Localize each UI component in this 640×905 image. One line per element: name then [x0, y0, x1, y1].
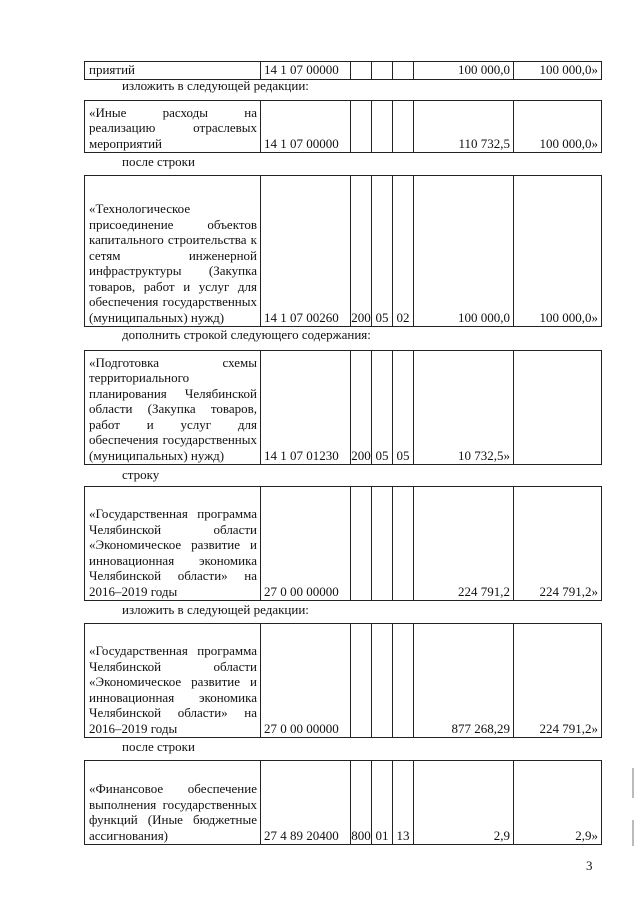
budget-table: [84, 61, 602, 80]
section-cell: 05: [372, 176, 393, 327]
amount-cell: 224 791,2»: [514, 487, 602, 601]
code-cell: 27 4 89 20400: [261, 761, 351, 845]
amount-cell: 100 000,0: [414, 176, 514, 327]
subsection-cell: 05: [393, 351, 414, 465]
row-name-cell: «Подготовка схемы территориального планирования Челябинской области (Закупка товаров, работ и услуг для обеспечения государственных (муниципальных) нужд): [85, 351, 261, 465]
scan-artifact: [632, 768, 634, 798]
budget-table: [84, 100, 602, 153]
amount-cell: [514, 351, 602, 465]
section-cell: [372, 624, 393, 738]
budget-table: [84, 350, 602, 465]
section-cell: [372, 62, 393, 80]
instruction-text: строку: [122, 467, 160, 482]
instruction-text: после строки: [122, 739, 195, 754]
code-cell: 14 1 07 00000: [261, 101, 351, 153]
section-cell: [372, 487, 393, 601]
table-row: [85, 761, 602, 845]
amount-cell: 10 732,5»: [414, 351, 514, 465]
instruction-text: изложить в следующей редакции:: [122, 78, 309, 93]
amount-cell: 2,9»: [514, 761, 602, 845]
amount-cell: 224 791,2: [414, 487, 514, 601]
budget-table: [84, 623, 602, 738]
amount-cell: 100 000,0: [414, 62, 514, 80]
amount-cell: 224 791,2»: [514, 624, 602, 738]
expense-type-cell: 200: [351, 351, 372, 465]
budget-table: [84, 760, 602, 845]
code-cell: 14 1 07 01230: [261, 351, 351, 465]
amount-cell: 2,9: [414, 761, 514, 845]
code-cell: 27 0 00 00000: [261, 487, 351, 601]
expense-type-cell: [351, 101, 372, 153]
amount-cell: 877 268,29: [414, 624, 514, 738]
amount-cell: 100 000,0»: [514, 176, 602, 327]
expense-type-cell: 200: [351, 176, 372, 327]
amount-cell: 100 000,0»: [514, 101, 602, 153]
budget-table: [84, 175, 602, 327]
budget-table: [84, 486, 602, 601]
row-name-cell: «Государственная программа Челябинской области «Экономическое развитие и инновационная экономика Челябинской области» на 2016–2019 годы: [85, 624, 261, 738]
expense-type-cell: [351, 624, 372, 738]
expense-type-cell: 800: [351, 761, 372, 845]
subsection-cell: [393, 624, 414, 738]
table-row: [85, 487, 602, 601]
table-row: [85, 351, 602, 465]
page-number: 3: [586, 858, 593, 873]
subsection-cell: [393, 62, 414, 80]
table-row: [85, 176, 602, 327]
subsection-cell: 13: [393, 761, 414, 845]
subsection-cell: 02: [393, 176, 414, 327]
section-cell: [372, 101, 393, 153]
subsection-cell: [393, 487, 414, 601]
code-cell: 14 1 07 00260: [261, 176, 351, 327]
scan-artifact: [632, 820, 634, 846]
expense-type-cell: [351, 62, 372, 80]
amount-cell: 100 000,0»: [514, 62, 602, 80]
row-name-cell: «Финансовое обеспечение выполнения государственных функций (Иные бюджетные ассигнования): [85, 761, 261, 845]
table-row: [85, 62, 602, 80]
code-cell: 27 0 00 00000: [261, 624, 351, 738]
row-name-cell: «Технологическое присоединение объектов капитального строительства к сетям инженерной инфраструктуры (Закупка товаров, работ и услуг для обеспечения государственных (муниципальных) нужд): [85, 176, 261, 327]
expense-type-cell: [351, 487, 372, 601]
table-row: [85, 624, 602, 738]
instruction-text: изложить в следующей редакции:: [122, 602, 309, 617]
table-row: [85, 101, 602, 153]
row-name-cell: приятий: [85, 62, 261, 80]
section-cell: 05: [372, 351, 393, 465]
row-name-cell: «Иные расходы на реализацию отраслевых мероприятий: [85, 101, 261, 153]
code-cell: 14 1 07 00000: [261, 62, 351, 80]
subsection-cell: [393, 101, 414, 153]
row-name-cell: «Государственная программа Челябинской области «Экономическое развитие и инновационная экономика Челябинской области» на 2016–2019 годы: [85, 487, 261, 601]
instruction-text: после строки: [122, 154, 195, 169]
amount-cell: 110 732,5: [414, 101, 514, 153]
instruction-text: дополнить строкой следующего содержания:: [122, 327, 371, 342]
section-cell: 01: [372, 761, 393, 845]
